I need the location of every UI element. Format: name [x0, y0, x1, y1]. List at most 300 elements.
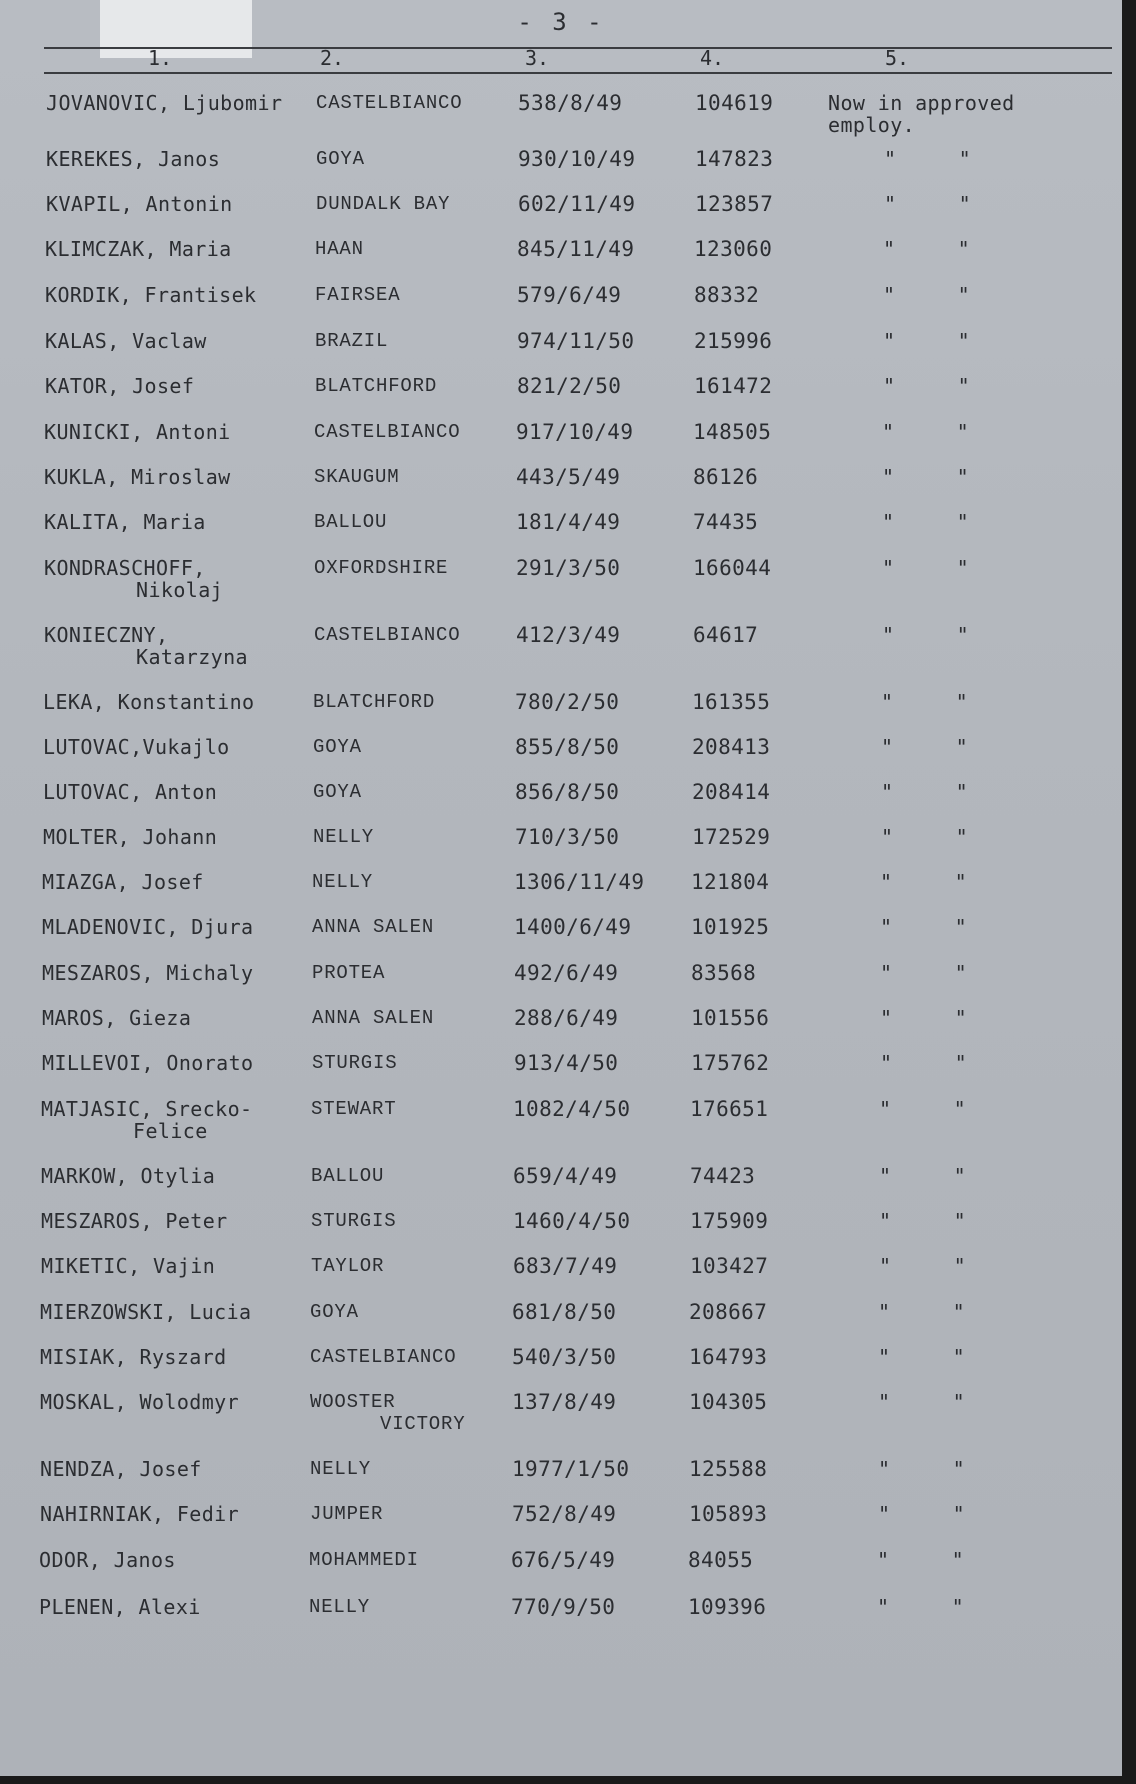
ship-cell: [315, 238, 364, 260]
ship-cell-line1: NELLY: [309, 1596, 371, 1618]
person-name-cell: [45, 375, 194, 397]
status-cell: [882, 421, 969, 443]
page-number: - 3 -: [517, 8, 605, 36]
person-name-cell: [40, 1391, 239, 1413]
status-cell: [883, 375, 970, 397]
person-name-cell-line1: MLADENOVIC, Djura: [42, 915, 254, 939]
number-cell: [694, 375, 772, 397]
person-name-cell: [39, 1549, 176, 1571]
status-cell-line1: " ": [880, 1006, 968, 1030]
status-cell-line1: " ": [878, 1502, 966, 1526]
person-name-cell: [42, 871, 204, 893]
person-name-cell-line1: MESZAROS, Peter: [41, 1209, 228, 1233]
reference-cell-line1: 770/9/50: [511, 1595, 616, 1619]
reference-cell: [518, 148, 635, 170]
reference-cell-line1: 137/8/49: [512, 1390, 617, 1414]
reference-cell: [512, 1458, 629, 1480]
person-name-cell-line2: Nikolaj: [136, 578, 224, 602]
status-cell-line1: " ": [883, 237, 971, 261]
person-name-cell-line1: KUKLA, Miroslaw: [44, 465, 231, 489]
reference-cell-line1: 856/8/50: [515, 780, 620, 804]
ship-cell-line1: WOOSTER: [310, 1391, 396, 1413]
status-cell-line1: " ": [880, 1051, 968, 1075]
person-name-cell-line1: KONDRASCHOFF,: [44, 556, 206, 580]
number-cell: [695, 92, 773, 114]
status-cell: [880, 1007, 967, 1029]
reference-cell-line1: 538/8/49: [518, 91, 623, 115]
ship-cell-line1: CASTELBIANCO: [310, 1346, 457, 1368]
ship-cell-line1: STURGIS: [312, 1052, 398, 1074]
ship-cell-line1: NELLY: [310, 1458, 372, 1480]
header-rule-bottom: [44, 72, 1112, 74]
ship-cell-line1: CASTELBIANCO: [314, 624, 461, 646]
number-cell-line1: 164793: [689, 1345, 768, 1369]
person-name-cell-line2: Felice: [133, 1119, 208, 1143]
status-cell-line1: " ": [883, 329, 971, 353]
number-cell-line1: 88332: [694, 283, 760, 307]
ship-cell: [314, 421, 460, 443]
person-name-cell: [45, 284, 257, 306]
person-name-cell: [40, 1503, 239, 1525]
status-cell: [882, 466, 969, 488]
reference-cell: [516, 466, 620, 488]
status-cell: [881, 826, 968, 848]
number-cell-line1: 166044: [693, 556, 772, 580]
reference-cell-line1: 780/2/50: [515, 690, 620, 714]
status-cell: [879, 1255, 966, 1277]
reference-cell: [515, 826, 619, 848]
ship-cell-line1: HAAN: [315, 238, 364, 260]
status-cell: [880, 871, 967, 893]
number-cell-line1: 125588: [689, 1457, 768, 1481]
person-name-cell-line1: KVAPIL, Antonin: [46, 192, 233, 216]
reference-cell-line1: 845/11/49: [517, 237, 635, 261]
status-cell: [880, 1052, 967, 1074]
person-name-cell-line1: MIERZOWSKI, Lucia: [40, 1300, 252, 1324]
ship-cell: [313, 826, 374, 848]
number-cell: [691, 1007, 769, 1029]
status-cell-line1: " ": [877, 1548, 965, 1572]
status-cell-line1: " ": [881, 690, 969, 714]
ship-cell-line1: NELLY: [313, 826, 375, 848]
ship-cell-line1: GOYA: [313, 781, 362, 803]
status-cell-line1: " ": [882, 420, 970, 444]
person-name-cell-line1: MESZAROS, Michaly: [42, 961, 254, 985]
number-cell: [691, 871, 769, 893]
person-name-cell: [41, 1210, 228, 1232]
reference-cell-line1: 917/10/49: [516, 420, 634, 444]
reference-cell-line1: 659/4/49: [513, 1164, 618, 1188]
number-cell: [692, 781, 770, 803]
reference-cell-line1: 1977/1/50: [512, 1457, 630, 1481]
status-cell: [882, 557, 969, 579]
person-name-cell: [45, 238, 232, 260]
ship-cell-line1: BLATCHFORD: [313, 691, 436, 713]
reference-cell: [518, 193, 635, 215]
reference-cell: [511, 1596, 615, 1618]
number-cell-line1: 208414: [692, 780, 771, 804]
status-cell-line1: " ": [880, 915, 968, 939]
reference-cell: [512, 1391, 616, 1413]
ship-cell: [314, 624, 460, 646]
number-cell-line1: 176651: [690, 1097, 769, 1121]
ship-cell-line1: GOYA: [310, 1301, 359, 1323]
number-cell: [694, 330, 772, 352]
number-cell-line1: 161355: [692, 690, 771, 714]
reference-cell-line1: 602/11/49: [518, 192, 636, 216]
person-name-cell-line1: JOVANOVIC, Ljubomir: [46, 91, 283, 115]
number-cell-line1: 208667: [689, 1300, 768, 1324]
status-cell: [878, 1458, 965, 1480]
status-cell: [883, 238, 970, 260]
status-cell: [882, 624, 969, 646]
reference-cell: [512, 1301, 616, 1323]
reference-cell: [517, 238, 634, 260]
ship-cell: [312, 1052, 397, 1074]
number-cell-line1: 123060: [694, 237, 773, 261]
ship-cell-line1: CASTELBIANCO: [314, 421, 461, 443]
person-name-cell: [44, 511, 206, 533]
person-name-cell-line1: LUTOVAC, Anton: [43, 780, 218, 804]
status-cell-line1: " ": [880, 870, 968, 894]
number-cell-line1: 175909: [690, 1209, 769, 1233]
ship-cell: [310, 1301, 359, 1323]
number-cell: [689, 1301, 767, 1323]
column-header-1: 1.: [148, 46, 173, 70]
reference-cell: [512, 1346, 616, 1368]
number-cell-line1: 64617: [693, 623, 759, 647]
ship-cell-line1: GOYA: [316, 148, 365, 170]
number-cell-line1: 101925: [691, 915, 770, 939]
status-cell: [882, 511, 969, 533]
ship-cell: [309, 1549, 419, 1571]
number-cell-line1: 84055: [688, 1548, 754, 1572]
ship-cell: [314, 557, 448, 579]
person-name-cell: [41, 1098, 253, 1142]
person-name-cell-line1: MATJASIC, Srecko-: [41, 1097, 253, 1121]
ship-cell: [312, 962, 385, 984]
person-name-cell: [43, 826, 217, 848]
status-cell-line1: " ": [877, 1595, 965, 1619]
number-cell: [695, 148, 773, 170]
reference-cell: [515, 691, 619, 713]
ship-cell: [311, 1165, 384, 1187]
ship-cell: [313, 781, 362, 803]
ship-cell-line1: JUMPER: [310, 1503, 384, 1525]
person-name-cell: [46, 148, 220, 170]
reference-cell-line1: 683/7/49: [513, 1254, 618, 1278]
status-cell-line1: " ": [882, 510, 970, 534]
person-name-cell-line1: LUTOVAC,Vukajlo: [43, 735, 230, 759]
ship-cell: [312, 871, 373, 893]
reference-cell: [517, 330, 634, 352]
status-cell: [878, 1391, 965, 1413]
number-cell-line1: 103427: [690, 1254, 769, 1278]
number-cell-line1: 123857: [695, 192, 774, 216]
ship-cell-line1: DUNDALK BAY: [316, 193, 451, 215]
reference-cell-line1: 288/6/49: [514, 1006, 619, 1030]
reference-cell: [517, 284, 621, 306]
ship-cell: [310, 1346, 456, 1368]
ship-cell-line1: STURGIS: [311, 1210, 397, 1232]
status-cell-line1: " ": [880, 961, 968, 985]
status-cell-line1: " ": [879, 1209, 967, 1233]
person-name-cell: [45, 330, 207, 352]
number-cell: [690, 1210, 768, 1232]
ship-cell-line1: FAIRSEA: [315, 284, 401, 306]
ship-cell: [316, 148, 365, 170]
status-cell: [881, 736, 968, 758]
person-name-cell: [41, 1255, 215, 1277]
reference-cell: [513, 1255, 617, 1277]
reference-cell: [514, 1007, 618, 1029]
ship-cell: [310, 1391, 465, 1435]
reference-cell: [515, 736, 619, 758]
status-cell-line1: " ": [881, 780, 969, 804]
ship-cell: [316, 92, 462, 114]
status-cell-line1: " ": [884, 147, 972, 171]
reference-cell: [514, 1052, 618, 1074]
person-name-cell-line1: KORDIK, Frantisek: [45, 283, 257, 307]
reference-cell-line1: 974/11/50: [517, 329, 635, 353]
ship-cell-line1: ANNA SALEN: [312, 916, 435, 938]
number-cell: [693, 557, 771, 579]
reference-cell-line1: 1460/4/50: [513, 1209, 631, 1233]
status-cell: [880, 962, 967, 984]
status-cell: [883, 330, 970, 352]
number-cell: [693, 421, 771, 443]
person-name-cell: [44, 421, 231, 443]
number-cell: [691, 916, 769, 938]
reference-cell: [512, 1503, 616, 1525]
reference-cell-line1: 443/5/49: [516, 465, 621, 489]
person-name-cell: [42, 1052, 254, 1074]
reference-cell-line1: 1082/4/50: [513, 1097, 631, 1121]
number-cell: [692, 826, 770, 848]
reference-cell-line1: 710/3/50: [515, 825, 620, 849]
person-name-cell: [40, 1458, 202, 1480]
number-cell-line1: 161472: [694, 374, 773, 398]
person-name-cell-line1: KATOR, Josef: [45, 374, 195, 398]
number-cell-line1: 208413: [692, 735, 771, 759]
reference-cell-line1: 492/6/49: [514, 961, 619, 985]
reference-cell: [513, 1165, 617, 1187]
ship-cell-line1: ANNA SALEN: [312, 1007, 435, 1029]
ship-cell-line1: STEWART: [311, 1098, 397, 1120]
number-cell-line1: 175762: [691, 1051, 770, 1075]
number-cell: [689, 1346, 767, 1368]
person-name-cell-line1: MARKOW, Otylia: [41, 1164, 216, 1188]
person-name-cell-line1: KONIECZNY,: [44, 623, 169, 647]
person-name-cell-line1: KEREKES, Janos: [46, 147, 221, 171]
status-cell: [878, 1503, 965, 1525]
status-cell-line1: " ": [878, 1390, 966, 1414]
reference-cell: [515, 781, 619, 803]
person-name-cell-line1: MOSKAL, Wolodmyr: [40, 1390, 240, 1414]
person-name-cell: [41, 1165, 215, 1187]
number-cell-line1: 215996: [694, 329, 773, 353]
person-name-cell: [40, 1346, 227, 1368]
number-cell: [692, 736, 770, 758]
ship-cell: [310, 1458, 371, 1480]
status-cell: [879, 1165, 966, 1187]
person-name-cell: [46, 193, 233, 215]
ship-cell: [314, 466, 399, 488]
reference-cell: [514, 962, 618, 984]
person-name-cell: [44, 557, 223, 601]
reference-cell: [517, 375, 621, 397]
number-cell-line1: 83568: [691, 961, 757, 985]
status-cell: [878, 1301, 965, 1323]
reference-cell-line1: 752/8/49: [512, 1502, 617, 1526]
reference-cell: [514, 871, 644, 893]
ship-cell: [312, 916, 434, 938]
number-cell: [695, 193, 773, 215]
status-cell-line1: " ": [881, 825, 969, 849]
number-cell-line1: 104305: [689, 1390, 768, 1414]
ship-cell: [315, 375, 437, 397]
number-cell-line1: 147823: [695, 147, 774, 171]
ship-cell-line1: PROTEA: [312, 962, 386, 984]
person-name-cell: [40, 1301, 252, 1323]
ship-cell-line1: BRAZIL: [315, 330, 389, 352]
person-name-cell-line1: MIKETIC, Vajin: [41, 1254, 216, 1278]
person-name-cell-line1: NENDZA, Josef: [40, 1457, 202, 1481]
ship-cell: [313, 691, 435, 713]
number-cell: [689, 1503, 767, 1525]
status-cell: [877, 1549, 964, 1571]
number-cell: [689, 1458, 767, 1480]
status-cell: [879, 1210, 966, 1232]
person-name-cell-line1: MAROS, Gieza: [42, 1006, 192, 1030]
number-cell-line1: 109396: [688, 1595, 767, 1619]
status-cell: [883, 284, 970, 306]
person-name-cell-line1: MISIAK, Ryszard: [40, 1345, 227, 1369]
person-name-cell: [46, 92, 282, 114]
reference-cell-line1: 930/10/49: [518, 147, 636, 171]
reference-cell-line1: 1400/6/49: [514, 915, 632, 939]
status-cell-line1: " ": [882, 556, 970, 580]
status-cell-line1: " ": [882, 465, 970, 489]
reference-cell: [516, 511, 620, 533]
number-cell: [691, 1052, 769, 1074]
status-cell-line1: " ": [882, 623, 970, 647]
ship-cell: [314, 511, 387, 533]
ship-cell-line1: MOHAMMEDI: [309, 1549, 419, 1571]
number-cell: [690, 1098, 768, 1120]
ship-cell: [313, 736, 362, 758]
reference-cell: [513, 1210, 630, 1232]
reference-cell: [516, 557, 620, 579]
ship-cell-line1: BALLOU: [311, 1165, 385, 1187]
ship-cell: [310, 1503, 383, 1525]
status-cell-line1: " ": [883, 374, 971, 398]
status-cell-line1: " ": [879, 1097, 967, 1121]
ship-cell-line1: BALLOU: [314, 511, 388, 533]
number-cell: [688, 1549, 753, 1571]
ship-cell: [311, 1210, 396, 1232]
person-name-cell: [43, 691, 255, 713]
person-name-cell-line1: MIAZGA, Josef: [42, 870, 204, 894]
ship-cell: [316, 193, 450, 215]
number-cell-line1: 121804: [691, 870, 770, 894]
number-cell-line1: 101556: [691, 1006, 770, 1030]
status-cell-line1: " ": [878, 1345, 966, 1369]
person-name-cell-line1: KUNICKI, Antoni: [44, 420, 231, 444]
person-name-cell: [42, 916, 254, 938]
column-header-2: 2.: [320, 46, 345, 70]
ship-cell: [309, 1596, 370, 1618]
number-cell: [689, 1391, 767, 1413]
person-name-cell-line1: KALAS, Vaclaw: [45, 329, 207, 353]
number-cell: [694, 238, 772, 260]
ship-cell-line1: TAYLOR: [311, 1255, 385, 1277]
reference-cell: [514, 916, 631, 938]
reference-cell-line1: 579/6/49: [517, 283, 622, 307]
ship-cell-line1: GOYA: [313, 736, 362, 758]
ship-cell-line1: OXFORDSHIRE: [314, 557, 449, 579]
ship-cell-line1: SKAUGUM: [314, 466, 400, 488]
person-name-cell-line1: LEKA, Konstantino: [43, 690, 255, 714]
number-cell-line1: 105893: [689, 1502, 768, 1526]
number-cell-line1: 74435: [693, 510, 759, 534]
reference-cell: [516, 421, 633, 443]
ship-cell-line1: NELLY: [312, 871, 374, 893]
status-cell-line1: Now in approved: [828, 91, 1015, 115]
reference-cell: [511, 1549, 615, 1571]
person-name-cell: [42, 1007, 191, 1029]
person-name-cell: [43, 736, 230, 758]
status-cell-line1: " ": [878, 1300, 966, 1324]
status-cell: [884, 193, 971, 215]
status-cell-line1: " ": [881, 735, 969, 759]
number-cell: [692, 691, 770, 713]
person-name-cell: [44, 466, 231, 488]
person-name-cell-line1: MILLEVOI, Onorato: [42, 1051, 254, 1075]
number-cell: [693, 624, 758, 646]
status-cell-line1: " ": [883, 283, 971, 307]
number-cell: [690, 1255, 768, 1277]
status-cell-line1: " ": [879, 1164, 967, 1188]
number-cell: [688, 1596, 766, 1618]
ship-cell: [315, 284, 400, 306]
ship-cell: [315, 330, 388, 352]
person-name-cell-line1: NAHIRNIAK, Fedir: [40, 1502, 240, 1526]
status-cell-line1: " ": [878, 1457, 966, 1481]
person-name-cell: [43, 781, 217, 803]
person-name-cell: [39, 1596, 201, 1618]
status-cell-line1: " ": [879, 1254, 967, 1278]
reference-cell-line1: 855/8/50: [515, 735, 620, 759]
status-cell-line1: " ": [884, 192, 972, 216]
reference-cell: [513, 1098, 630, 1120]
status-cell: [881, 781, 968, 803]
person-name-cell-line1: KLIMCZAK, Maria: [45, 237, 232, 261]
number-cell: [694, 284, 759, 306]
number-cell-line1: 104619: [695, 91, 774, 115]
reference-cell-line1: 291/3/50: [516, 556, 621, 580]
person-name-cell-line1: KALITA, Maria: [44, 510, 206, 534]
ship-cell: [312, 1007, 434, 1029]
status-cell: [881, 691, 968, 713]
number-cell: [690, 1165, 755, 1187]
reference-cell-line1: 821/2/50: [517, 374, 622, 398]
person-name-cell: [44, 624, 248, 668]
status-cell: [878, 1346, 965, 1368]
reference-cell: [518, 92, 622, 114]
person-name-cell-line2: Katarzyna: [136, 645, 248, 669]
reference-cell-line1: 181/4/49: [516, 510, 621, 534]
